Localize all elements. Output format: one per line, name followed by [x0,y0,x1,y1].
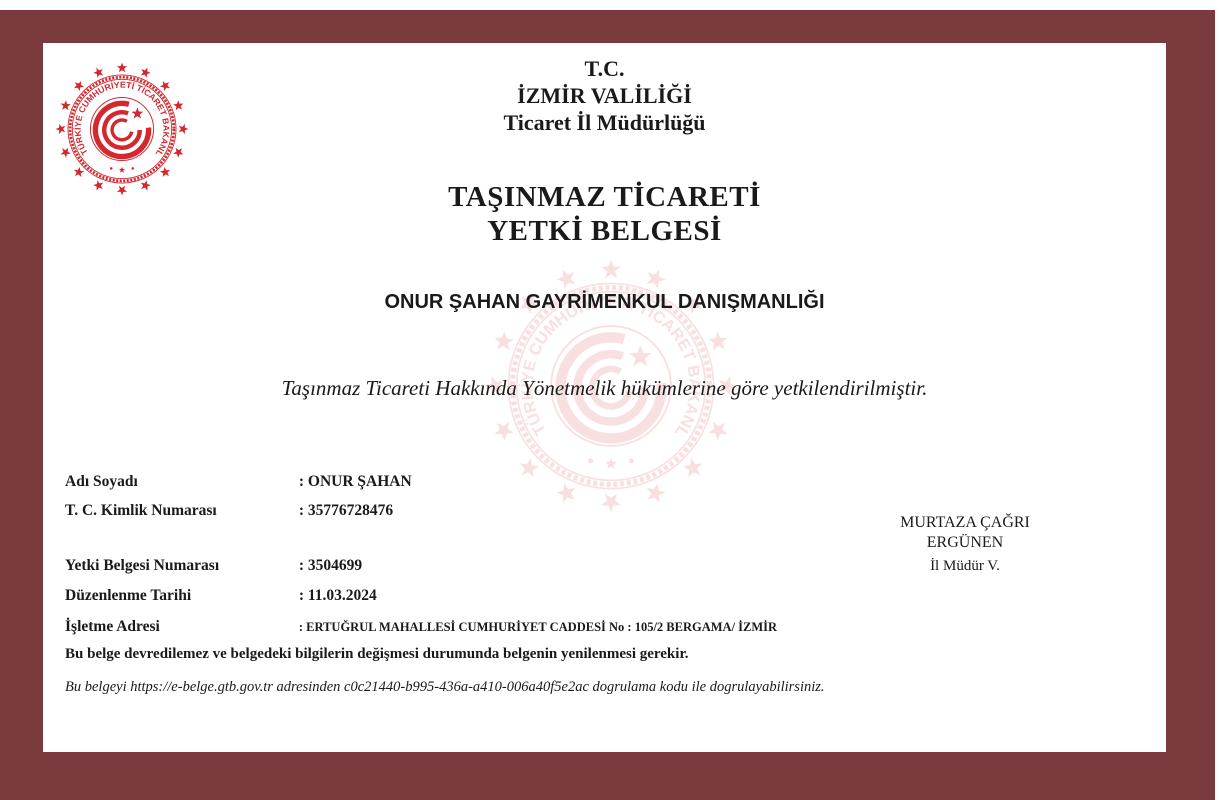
title-line-1: TAŞINMAZ TİCARETİ [448,181,761,213]
field-label: Adı Soyadı [65,473,138,490]
field-value: : ERTUĞRUL MAHALLESİ CUMHURİYET CADDESİ No : 105/2 BERGAMA/ İZMİR [298,620,778,634]
verification-line: Bu belgeyi https://e-belge.gtb.gov.tr adresinden c0c21440-b995-436a-a410-006a40f5e2ac dogrulama kodu ile dogrulayabilirsiniz. [65,679,825,695]
field-value: : 11.03.2024 [298,587,377,604]
company-name: ONUR ŞAHAN GAYRİMENKUL DANIŞMANLIĞI [384,291,825,313]
title-line-2: YETKİ BELGESİ [487,215,722,247]
field-label: Düzenlenme Tarihi [65,587,192,604]
field-label: T. C. Kimlik Numarası [65,502,217,519]
signer-name-line-1: MURTAZA ÇAĞRI [900,514,1030,531]
field-row-business-address [65,618,905,636]
header-country: T.C. [584,56,625,81]
field-value: : ONUR ŞAHAN [298,473,412,490]
non-transferable-note: Bu belge devredilemez ve belgedeki bilgilerin değişmesi durumunda belgenin yenilenmesi gerekir. [65,646,689,662]
field-row-national-id [65,502,905,520]
field-row-issue-date [65,587,905,605]
signer-title: İl Müdür V. [930,558,1000,574]
field-row-certificate-number [65,557,905,575]
field-value: : 3504699 [298,557,363,574]
field-label: Yetki Belgesi Numarası [65,557,220,574]
field-row-name [65,473,905,491]
field-value: : 35776728476 [298,502,394,519]
signature-block [865,513,1065,575]
document-header [43,55,1166,136]
field-label: İşletme Adresi [65,618,160,635]
header-governorship: İZMİR VALİLİĞİ [517,83,692,108]
authorization-statement: Taşınmaz Ticareti Hakkında Yönetmelik hükümlerine göre yetkilendirilmiştir. [281,376,928,400]
signer-name-line-2: ERGÜNEN [926,534,1004,551]
document-page [43,43,1166,752]
ministry-emblem-logo-icon [53,60,191,198]
certificate-title [43,180,1166,248]
header-directorate: Ticaret İl Müdürlüğü [503,110,706,135]
